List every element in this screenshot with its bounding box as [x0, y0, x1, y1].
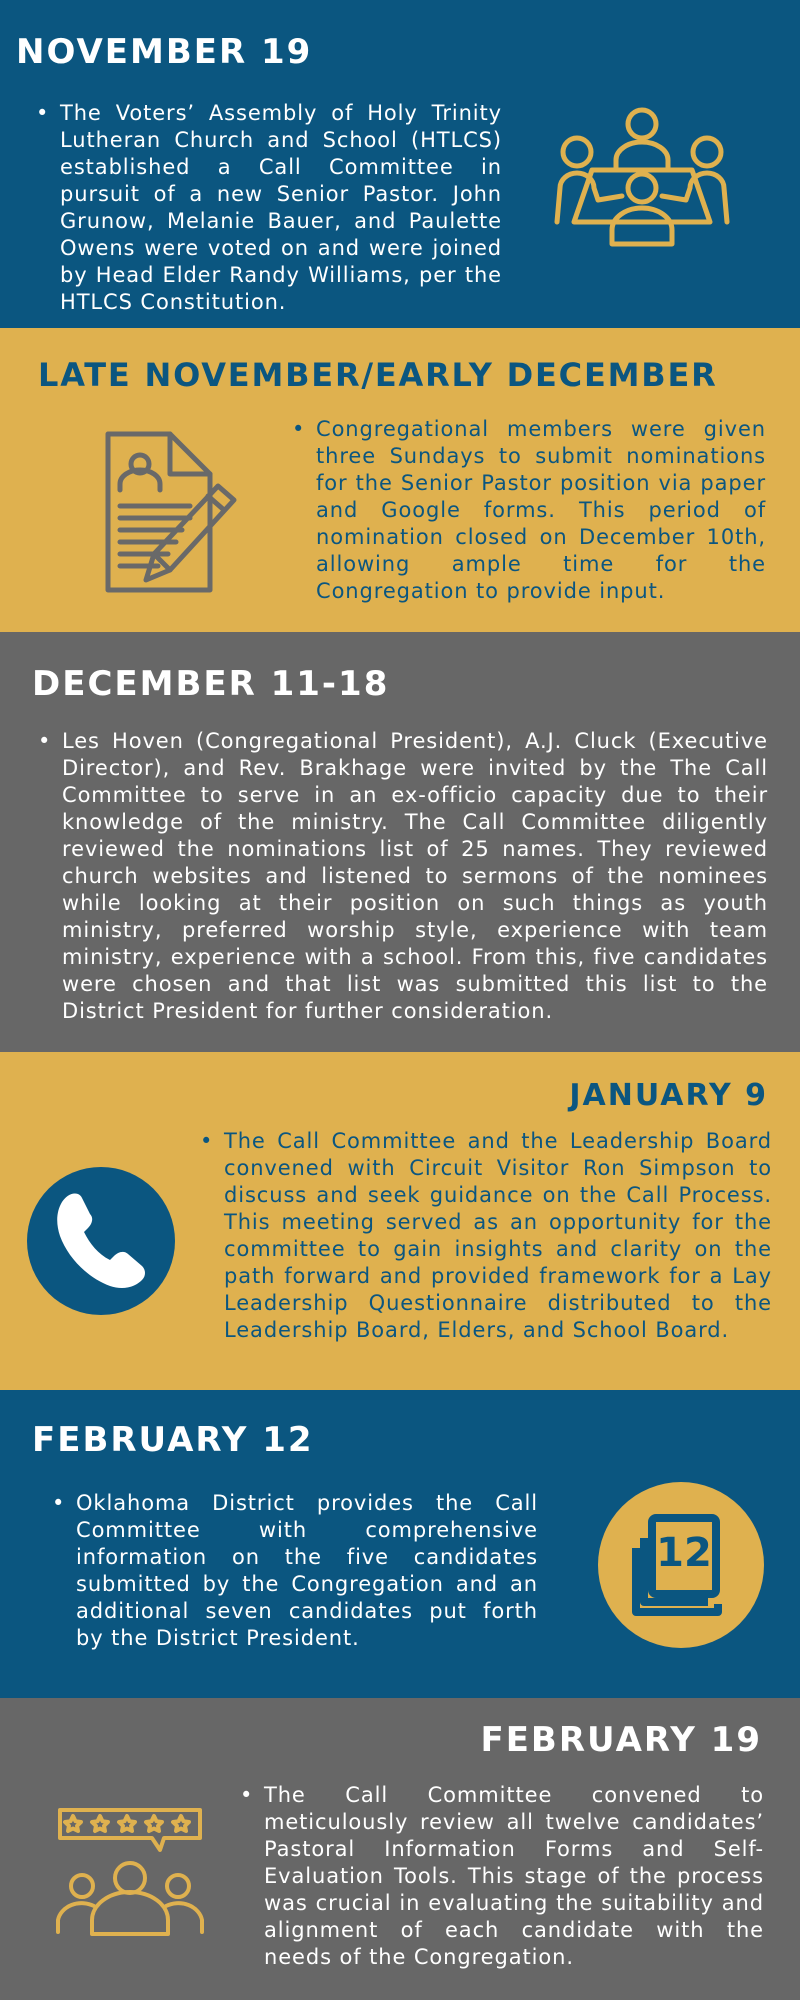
section-bullet-list: [30, 100, 502, 316]
calendar-icon: [598, 1482, 764, 1648]
section-text: • The Call Committee and the Leadership Board convened with Circuit Visitor Ron Simpson to discuss and seek guidance on the Call Process. This meeting served as an opportunity for the committee to gain insights and clarity on the path forward and provided framework for a Lay Leadership Questionnaire distributed to the Leadership Board, Elders, and School Board.: [194, 1128, 772, 1344]
calendar-day-number: 12: [656, 1530, 712, 1576]
section-title: JANUARY 9: [569, 1078, 768, 1113]
section-title: NOVEMBER 19: [16, 32, 313, 72]
section-title: FEBRUARY 19: [480, 1720, 762, 1760]
group-review-stars-icon: [52, 1804, 208, 1944]
section-title: DECEMBER 11-18: [32, 664, 390, 704]
section-bullet-list: [46, 1490, 538, 1652]
section-bullet-list: [286, 416, 766, 605]
section-bullet-list: [234, 1782, 764, 1971]
phone-icon: [26, 1166, 176, 1316]
section-february-19: [0, 1698, 800, 2000]
section-text: • Congregational members were given three Sundays to submit nominations for the Senior Pastor position via paper and Google forms. This period of nomination closed on December 10th, allowing ample time for the Congregation to provide input.: [286, 416, 766, 605]
section-title: FEBRUARY 12: [32, 1420, 314, 1460]
section-january-9: [0, 1052, 800, 1390]
section-text: • The Voters’ Assembly of Holy Trinity Lutheran Church and School (HTLCS) established a Call Committee in pursuit of a new Senior Pastor. John Grunow, Melanie Bauer, and Paulette Owens were voted on and were joined by Head Elder Randy Williams, per the HTLCS Constitution.: [30, 100, 502, 316]
section-bullet-list: [32, 728, 768, 1025]
section-text: • Les Hoven (Congregational President), A.J. Cluck (Executive Director), and Rev. Brakhage were invited by the The Call Committee to serve in an ex-officio capacity due to their knowledge of the ministry. The Call Committee diligently reviewed the nominations list of 25 names. They reviewed church websites and listened to sermons of the nominees while looking at their position on such things as youth ministry, preferred worship style, experience with team ministry, experience with a school. From this, five candidates were chosen and that list was submitted this list to the District President for further consideration.: [32, 728, 768, 1025]
document-pencil-icon: [98, 426, 242, 598]
section-text: • The Call Committee convened to meticulously review all twelve candidates’ Pastoral Information Forms and Self-Evaluation Tools. This stage of the process was crucial in evaluating the suitability and alignment of each candidate with the needs of the Congregation.: [234, 1782, 764, 1971]
section-november-19: [0, 0, 800, 328]
section-late-november-early-december: [0, 328, 800, 632]
section-title: LATE NOVEMBER/EARLY DECEMBER: [38, 356, 718, 394]
meeting-table-icon: [552, 104, 732, 250]
section-text: • Oklahoma District provides the Call Committee with comprehensive information on the five candidates submitted by the Congregation and an additional seven candidates put forth by the District President.: [46, 1490, 538, 1652]
section-february-12: [0, 1390, 800, 1698]
section-bullet-list: [194, 1128, 772, 1344]
section-december-11-18: [0, 632, 800, 1052]
